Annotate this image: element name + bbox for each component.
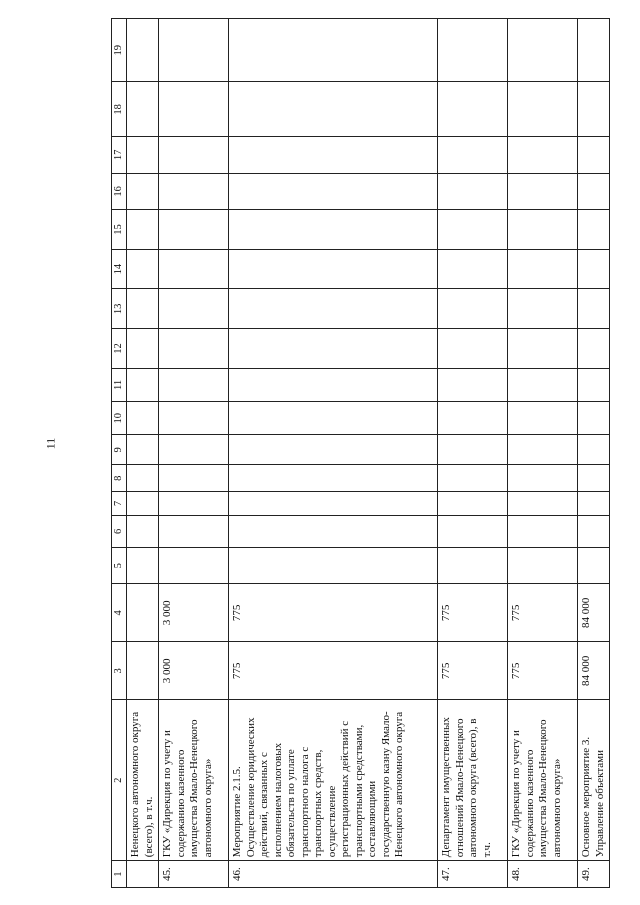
row-name: ГКУ «Дирекция по учету и содержанию казенного имущества Ямало-Ненецкого автономного округа» bbox=[508, 700, 578, 861]
table-row bbox=[127, 19, 159, 888]
column-header: 7 bbox=[112, 492, 127, 516]
row-number: 45. bbox=[159, 861, 229, 888]
row-number bbox=[127, 861, 159, 888]
column-header: 6 bbox=[112, 515, 127, 547]
value-col3: 775 bbox=[508, 642, 578, 700]
table-row bbox=[578, 19, 610, 888]
column-header: 11 bbox=[112, 368, 127, 401]
value-col4: 775 bbox=[438, 584, 508, 642]
row-name: Основное мероприятие 3. Управление объектами bbox=[578, 700, 610, 861]
row-name: ГКУ «Дирекция по учету и содержанию казенного имущества Ямало-Ненецкого автономного округа» bbox=[159, 700, 229, 861]
column-header: 2 bbox=[112, 700, 127, 861]
table-container bbox=[111, 18, 604, 888]
header-row bbox=[112, 19, 127, 888]
row-name: Департамент имущественных отношений Ямало-Ненецкого автономного округа (всего), в т.ч. bbox=[438, 700, 508, 861]
column-header: 18 bbox=[112, 82, 127, 137]
value-col3: 775 bbox=[229, 642, 438, 700]
column-header: 1 bbox=[112, 861, 127, 888]
row-number: 49. bbox=[578, 861, 610, 888]
row-number: 48. bbox=[508, 861, 578, 888]
rotated-table-frame bbox=[111, 18, 604, 888]
row-name: Мероприятие 2.1.5. Осуществление юридических действий, связанных с исполнением налоговых обязательств по уплате транспортного налога с транспортных средств, осуществление регистрационных действий с транспортными средствами, составляющими государственную казну Ямало-Ненецкого автономного округа bbox=[229, 700, 438, 861]
column-header: 4 bbox=[112, 584, 127, 642]
row-number: 46. bbox=[229, 861, 438, 888]
column-header: 13 bbox=[112, 289, 127, 329]
column-header: 16 bbox=[112, 173, 127, 209]
column-header: 5 bbox=[112, 547, 127, 583]
value-col3: 775 bbox=[438, 642, 508, 700]
value-col4 bbox=[127, 584, 159, 642]
value-col4: 3 000 bbox=[159, 584, 229, 642]
page-number: 11 bbox=[43, 437, 58, 450]
budget-table bbox=[111, 18, 610, 888]
column-header: 14 bbox=[112, 249, 127, 289]
column-header: 10 bbox=[112, 402, 127, 435]
column-header: 3 bbox=[112, 642, 127, 700]
row-name: Ненецкого автономного округа (всего), в т.ч. bbox=[127, 700, 159, 861]
value-col4: 84 000 bbox=[578, 584, 610, 642]
value-col3: 84 000 bbox=[578, 642, 610, 700]
column-header: 9 bbox=[112, 435, 127, 465]
column-header: 17 bbox=[112, 137, 127, 173]
column-header: 19 bbox=[112, 19, 127, 82]
value-col4: 775 bbox=[508, 584, 578, 642]
table-row bbox=[438, 19, 508, 888]
column-header: 12 bbox=[112, 329, 127, 369]
table-row bbox=[159, 19, 229, 888]
value-col4: 775 bbox=[229, 584, 438, 642]
value-col3 bbox=[127, 642, 159, 700]
table-row bbox=[229, 19, 438, 888]
column-header: 8 bbox=[112, 465, 127, 492]
column-header: 15 bbox=[112, 210, 127, 250]
row-number: 47. bbox=[438, 861, 508, 888]
table-row bbox=[508, 19, 578, 888]
value-col3: 3 000 bbox=[159, 642, 229, 700]
